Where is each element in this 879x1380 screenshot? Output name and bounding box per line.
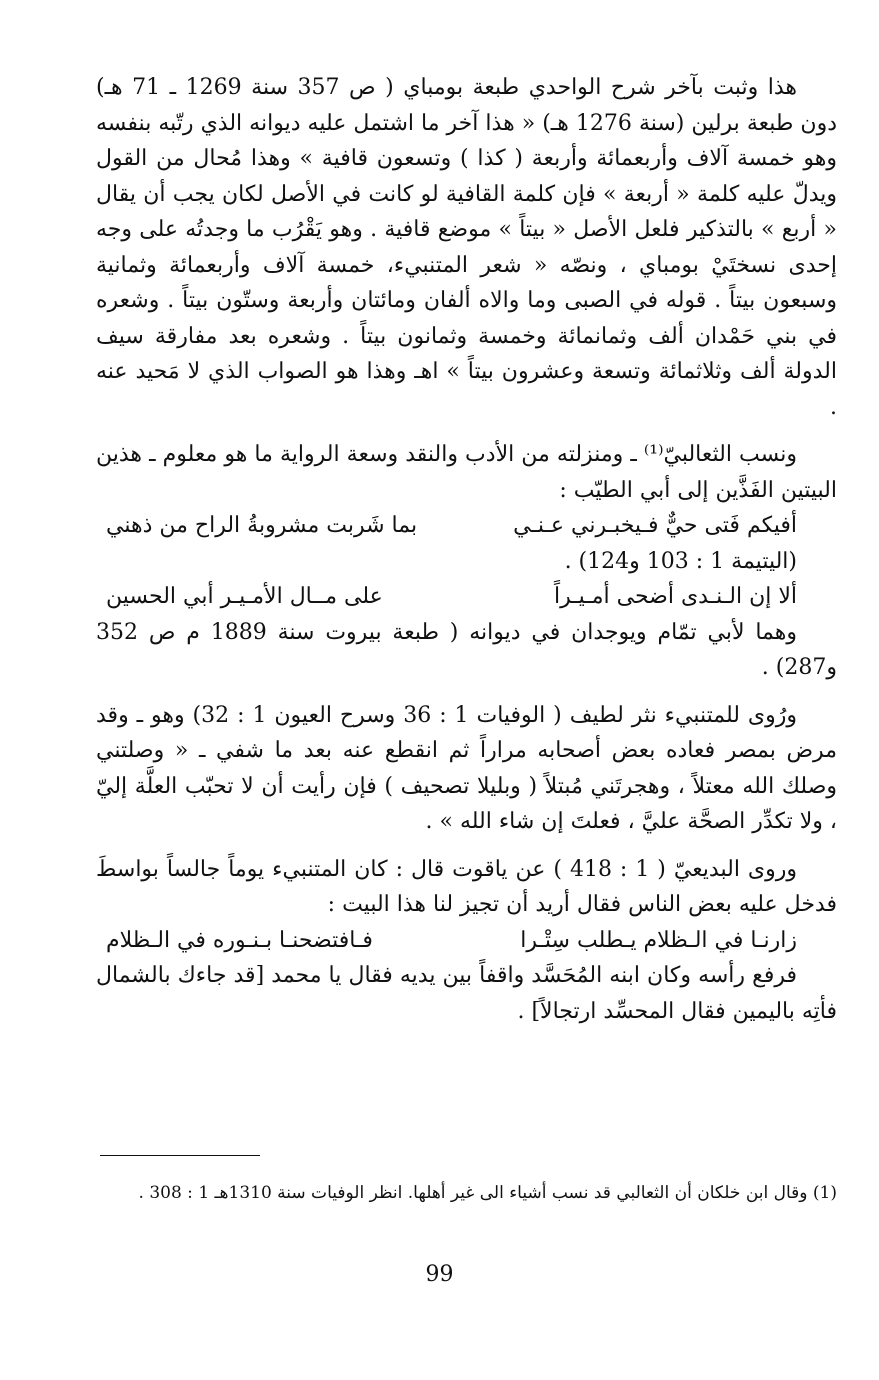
verse-3-first-hemistich: زارنـا في الـظلام يـطلب سِتْـرا — [520, 927, 797, 953]
verse-2 — [96, 579, 837, 615]
paragraph-4: وروى البديعيّ ( 1 : 418 ) عن ياقوت قال : كان المتنبيء يوماً جالساً بواسطَ فدخل عليه بعض الناس فقال أريد أن تجيز لنا هذا البيت : — [96, 856, 837, 917]
body-text — [96, 70, 837, 1041]
verse-3 — [96, 923, 837, 959]
verse-3-second-hemistich: فـافتضحنـا بـنـوره في الـظلام — [106, 927, 373, 953]
paragraph-3: ورُوى للمتنبيء نثر لطيف ( الوفيات 1 : 36 وسرح العيون 1 : 32) وهو ـ وقد مرض بمصر فعاده بعض أصحابه مراراً ثم انقطع عنه بعد ما شفي ـ « وصلتني وصلك الله معتلاً ، وهجرتَني مُبتلاً ( وبليلا تصحيف ) فإن رأيت أن لا تحبّب العلَّة إليّ ، ولا تكدِّر الصحَّة عليَّ ، فعلتَ إن شاء الله » . — [96, 702, 837, 834]
verse-2-second-hemistich: على مــال الأمـيـر أبي الحسين — [106, 584, 383, 609]
verse-1 — [96, 508, 837, 544]
verse-2-attribution: وهما لأبي تمّام ويوجدان في ديوانه ( طبعة بيروت سنة 1889 م ص 352 و287) . — [96, 619, 837, 680]
page-number: 99 — [425, 1262, 454, 1287]
footnote: (1) وقال ابن خلكان أن الثعالبي قد نسب أشياء الى غير أهلها. انظر الوفيات سنة 1310هـ 1 : 308 . — [138, 1183, 837, 1203]
verse-2-first-hemistich: ألا إن الـنـدى أضحى أمـيـراً — [553, 584, 797, 609]
verse-1-first-hemistich: أفيكم فَتى حيٌّ فـيخبـرني عـنـي — [513, 513, 797, 538]
footnote-divider — [100, 1155, 260, 1156]
paragraph-5: فرفع رأسه وكان ابنه المُحَسَّد واقفاً بين يديه فقال يا محمد [قد جاءك بالشمال فأتِه باليمين فقال المحسِّد ارتجالاً] . — [96, 963, 837, 1024]
verse-1-second-hemistich: بما شَربت مشروبةُ الراح من ذهني — [106, 513, 418, 538]
verse-1-reference: (اليتيمة 1 : 103 و124) . — [564, 548, 797, 574]
paragraph-2: ونسب الثعالبيّ⁽¹⁾ ـ ومنزلته من الأدب والنقد وسعة الرواية ما هو معلوم ـ هذين البيتين الفَذَّين إلى أبي الطيّب : — [96, 442, 837, 503]
paragraph-1: هذا وثبت بآخر شرح الواحدي طبعة بومباي ( ص 357 سنة 1269 ـ 71 هـ) دون طبعة برلين (سنة 1276 هـ) « هذا آخر ما اشتمل عليه ديوانه الذي رتّبه بنفسه وهو خمسة آلاف وأربعمائة وأربعة ( كذا ) وتسعون قافية » وهذا مُحال من القول ويدلّ عليه كلمة « أربعة » فإن كلمة القافية لو كانت في الأصل لكان يجب أن يقال « أربع » بالتذكير فلعل الأصل « بيتاً » موضع قافية . وهو يَقْرُب ما وجدتُه على وجه إحدى نسختَيْ بومباي ، ونصّه « شعر المتنبيء، خمسة آلاف وأربعمائة وثمانية وسبعون بيتاً . قوله في الصبى وما والاه ألفان ومائتان وأربعة وستّون بيتاً . وشعره في بني حَمْدان ألف وثمانمائة وخمسة وثمانون بيتاً . وشعره بعد مفارقة سيف الدولة ألف وثلاثمائة وتسعة وعشرون بيتاً » اهـ وهذا هو الصواب الذي لا مَحيد عنه . — [96, 75, 837, 420]
